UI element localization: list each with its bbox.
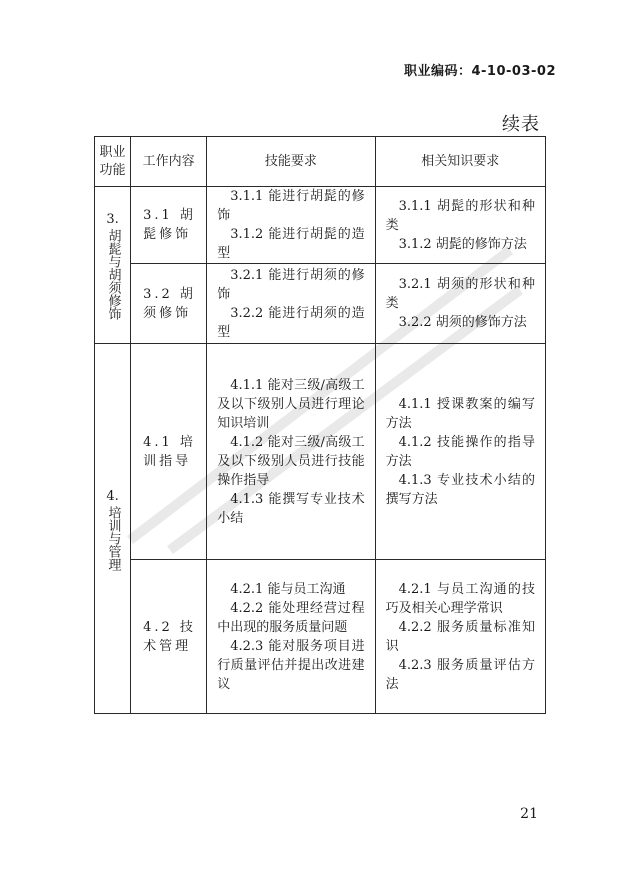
header-work-content: 工作内容 bbox=[131, 137, 207, 187]
skill-item: 3.2.1 能进行胡须的修饰 bbox=[217, 267, 365, 302]
knowledge-cell bbox=[375, 187, 545, 264]
knowledge-item: 3.2.2 胡须的修饰方法 bbox=[398, 315, 527, 330]
skill-item: 3.1.1 能进行胡髭的修饰 bbox=[217, 189, 365, 223]
skill-item: 4.2.2 能处理经营过程中出现的服务质量问题 bbox=[217, 600, 365, 635]
knowledge-item: 4.1.2 技能操作的指导方法 bbox=[385, 434, 535, 469]
skills-table bbox=[94, 136, 546, 714]
skill-item: 3.2.2 能进行胡须的造型 bbox=[217, 305, 365, 340]
work-content-cell: 4.1 培训指导 bbox=[131, 344, 207, 560]
work-content-cell: 4.2 技术管理 bbox=[131, 560, 207, 714]
skill-item: 4.1.2 能对三级/高级工及以下级别人员进行技能操作指导 bbox=[217, 434, 365, 488]
knowledge-item: 3.1.1 胡髭的形状和种类 bbox=[385, 198, 535, 233]
work-content-cell: 3.2 胡须修饰 bbox=[131, 264, 207, 344]
table-row bbox=[95, 344, 546, 560]
knowledge-cell bbox=[375, 560, 545, 714]
knowledge-item: 3.1.2 胡髭的修饰方法 bbox=[398, 236, 527, 252]
skills-cell bbox=[207, 187, 375, 264]
function-number: 3. bbox=[106, 212, 119, 227]
skill-item: 3.1.2 能进行胡髭的造型 bbox=[217, 227, 365, 261]
skill-item: 4.2.1 能与员工沟通 bbox=[230, 581, 346, 597]
table-row bbox=[95, 187, 546, 264]
header-skill-requirements: 技能要求 bbox=[207, 137, 375, 187]
knowledge-item: 4.2.2 服务质量标准知识 bbox=[385, 619, 535, 654]
work-content-cell: 3.1 胡髭修饰 bbox=[131, 187, 207, 264]
page-number: 21 bbox=[520, 806, 538, 822]
knowledge-item: 4.2.3 服务质量评估方法 bbox=[385, 657, 535, 692]
table-row bbox=[95, 264, 546, 344]
skill-item: 4.1.3 能撰写专业技术小结 bbox=[217, 491, 365, 526]
knowledge-cell bbox=[375, 264, 545, 344]
header-function: 职业功能 bbox=[95, 137, 131, 187]
function-name: 胡髭与胡须修饰 bbox=[105, 229, 121, 320]
function-cell bbox=[95, 187, 131, 344]
occupation-code: 职业编码：4-10-03-02 bbox=[403, 64, 556, 79]
function-number: 4. bbox=[106, 488, 119, 504]
continued-label: 续表 bbox=[502, 114, 540, 135]
knowledge-item: 4.1.3 专业技术小结的撰写方法 bbox=[385, 472, 535, 507]
knowledge-item: 4.2.1 与员工沟通的技巧及相关心理学常识 bbox=[385, 581, 535, 616]
function-name: 培训与管理 bbox=[105, 505, 121, 571]
knowledge-item: 3.2.1 胡须的形状和种类 bbox=[385, 277, 535, 311]
knowledge-item: 4.1.1 授课教案的编写方法 bbox=[385, 396, 535, 431]
table-row bbox=[95, 560, 546, 714]
skill-item: 4.1.1 能对三级/高级工及以下级别人员进行理论知识培训 bbox=[217, 377, 365, 431]
skills-cell bbox=[207, 560, 375, 714]
skill-item: 4.2.3 能对服务项目进行质量评估并提出改进建议 bbox=[217, 638, 365, 692]
skills-cell bbox=[207, 344, 375, 560]
header-related-knowledge: 相关知识要求 bbox=[375, 137, 545, 187]
function-cell bbox=[95, 344, 131, 714]
skills-cell bbox=[207, 264, 375, 344]
table-header-row bbox=[95, 137, 546, 187]
knowledge-cell bbox=[375, 344, 545, 560]
